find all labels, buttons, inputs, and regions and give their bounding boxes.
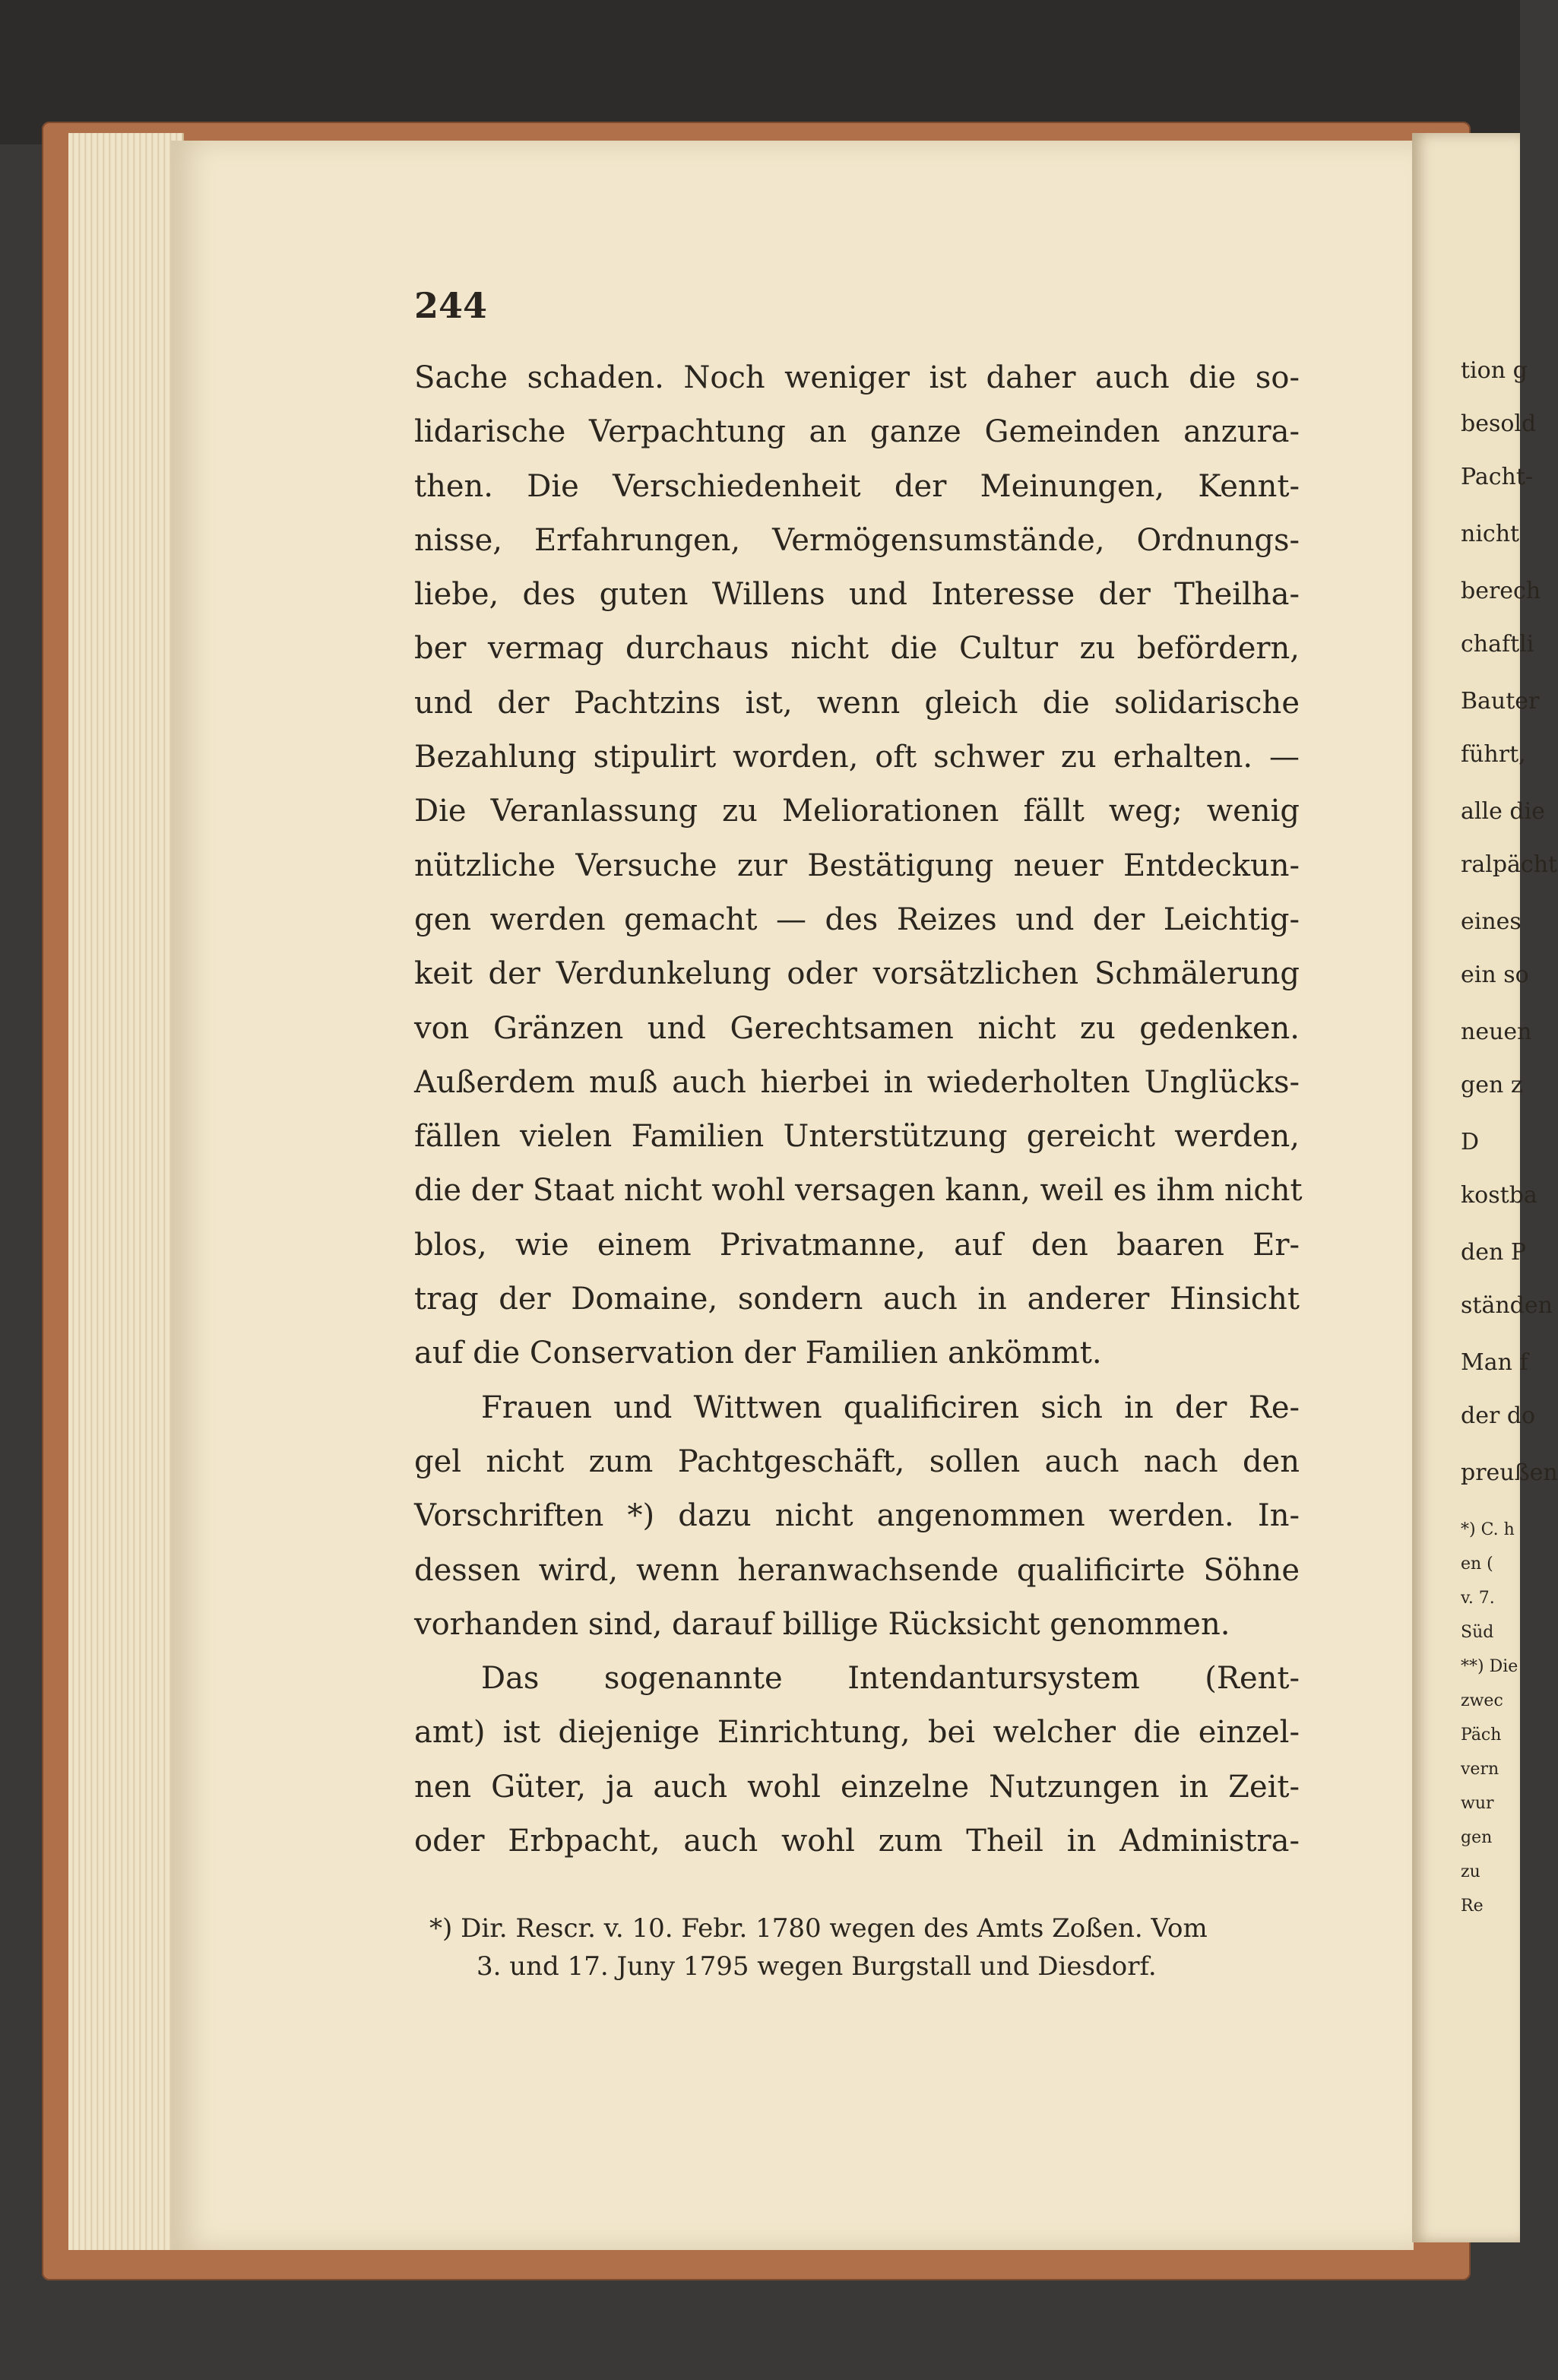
right-page-fragment: der do: [1461, 1402, 1536, 1429]
right-page-note: en (: [1461, 1554, 1493, 1573]
text-line: then. Die Verschiedenheit der Meinungen, Kennt-: [414, 468, 1300, 504]
text-line: gel nicht zum Pachtgeschäft, sollen auch nach den: [414, 1444, 1300, 1479]
right-page-fragment: preußen: [1461, 1459, 1558, 1486]
right-page-note: v. 7.: [1461, 1589, 1495, 1608]
right-page-fragment: besold: [1461, 410, 1537, 437]
paragraph-3: [414, 1652, 1300, 1868]
text-line: die der Staat nicht wohl versagen kann, weil es ihm nicht: [414, 1173, 1303, 1209]
right-page-note: zwec: [1461, 1691, 1503, 1710]
right-page-fragment: nicht: [1461, 521, 1520, 547]
text-line: ber vermag durchaus nicht die Cultur zu befördern,: [414, 631, 1300, 667]
text-line: Vorschriften *) dazu nicht angenommen werden. In-: [414, 1498, 1300, 1534]
right-page-fragment: den P: [1461, 1239, 1527, 1266]
paragraph-2: [414, 1381, 1300, 1652]
right-page-fragment: neuen: [1461, 1019, 1532, 1045]
right-page-fragment: eines: [1461, 908, 1522, 935]
right-page-fragment: chaftli: [1461, 631, 1534, 658]
right-page-fragment: berech: [1461, 578, 1541, 604]
text-line: blos, wie einem Privatmanne, auf den baaren Er-: [414, 1227, 1300, 1263]
text-line: Bezahlung stipulirt worden, oft schwer zu erhalten. —: [414, 740, 1300, 775]
footnote: [429, 1909, 1303, 1985]
text-line: Frauen und Wittwen qualificiren sich in der Re-: [481, 1390, 1300, 1425]
text-line: vorhanden sind, darauf billige Rücksicht genommen.: [414, 1606, 1230, 1642]
text-line: liebe, des guten Willens und Interesse der Theilha-: [414, 577, 1300, 613]
right-page-fragment: Bauter: [1461, 688, 1540, 715]
footnote-line: 3. und 17. Juny 1795 wegen Burgstall und Diesdorf.: [477, 1951, 1157, 1982]
text-line: dessen wird, wenn heranwachsende qualificirte Söhne: [414, 1552, 1300, 1588]
text-line: Die Veranlassung zu Meliorationen fällt weg; wenig: [414, 794, 1300, 829]
text-line: und der Pachtzins ist, wenn gleich die solidarische: [414, 685, 1300, 721]
text-line: lidarische Verpachtung an ganze Gemeinden anzura-: [414, 414, 1300, 450]
right-page-fragment: alle die: [1461, 798, 1545, 825]
paragraph-1: [414, 351, 1303, 1381]
text-line: auf die Conservation der Familien ankömmt.: [414, 1336, 1102, 1371]
right-page-note: Re: [1461, 1897, 1484, 1916]
text-line: gen werden gemacht — des Reizes und der Leichtig-: [414, 902, 1300, 937]
right-page-fragment: kostba: [1461, 1182, 1537, 1209]
text-line: nisse, Erfahrungen, Vermögensumstände, Ordnungs-: [414, 522, 1300, 558]
right-page-note: vern: [1461, 1760, 1499, 1779]
text-line: Sache schaden. Noch weniger ist daher auch die so-: [414, 360, 1300, 395]
right-page-fragment: gen z: [1461, 1072, 1523, 1098]
text-line: nützliche Versuche zur Bestätigung neuer Entdeckun-: [414, 848, 1300, 883]
right-page-fragment: Man f: [1461, 1349, 1528, 1376]
right-page-fragment: führt,: [1461, 741, 1526, 768]
text-line: trag der Domaine, sondern auch in anderer Hinsicht: [414, 1282, 1300, 1317]
text-line: Das sogenannte Intendantursystem (Rent-: [481, 1661, 1300, 1697]
text-line: nen Güter, ja auch wohl einzelne Nutzungen in Zeit-: [414, 1769, 1300, 1805]
right-page-fragment: ständen: [1461, 1292, 1553, 1319]
right-page-note: *) C. h: [1461, 1520, 1515, 1539]
text-line: oder Erbpacht, auch wohl zum Theil in Administra-: [414, 1824, 1300, 1859]
right-page-note: wur: [1461, 1794, 1494, 1813]
right-page-note: Päch: [1461, 1726, 1502, 1745]
right-page-note: **) Die: [1461, 1657, 1518, 1676]
text-line: Außerdem muß auch hierbei in wiederholten Unglücks-: [414, 1064, 1300, 1100]
page-number: 244: [414, 285, 488, 326]
text-line: von Gränzen und Gerechtsamen nicht zu gedenken.: [414, 1010, 1300, 1046]
right-page-note: Süd: [1461, 1623, 1494, 1642]
footnote-line: *) Dir. Rescr. v. 10. Febr. 1780 wegen des Amts Zoßen. Vom: [429, 1913, 1208, 1944]
text-line: amt) ist diejenige Einrichtung, bei welcher die einzel-: [414, 1715, 1300, 1751]
right-page-note: zu: [1461, 1862, 1480, 1881]
text-line: keit der Verdunkelung oder vorsätzlichen Schmälerung: [414, 956, 1300, 992]
right-page-fragment: tion g: [1461, 357, 1528, 384]
right-page-fragment: Pacht-: [1461, 464, 1534, 490]
text-line: fällen vielen Familien Unterstützung gereicht werden,: [414, 1119, 1300, 1155]
right-page-fragment: D: [1461, 1129, 1480, 1155]
right-page-fragment: ein so: [1461, 962, 1529, 988]
page-edges: [68, 133, 184, 2250]
body-text: [414, 351, 1303, 1868]
right-page-note: gen: [1461, 1828, 1493, 1847]
right-page-fragment: ralpächt: [1461, 851, 1558, 878]
